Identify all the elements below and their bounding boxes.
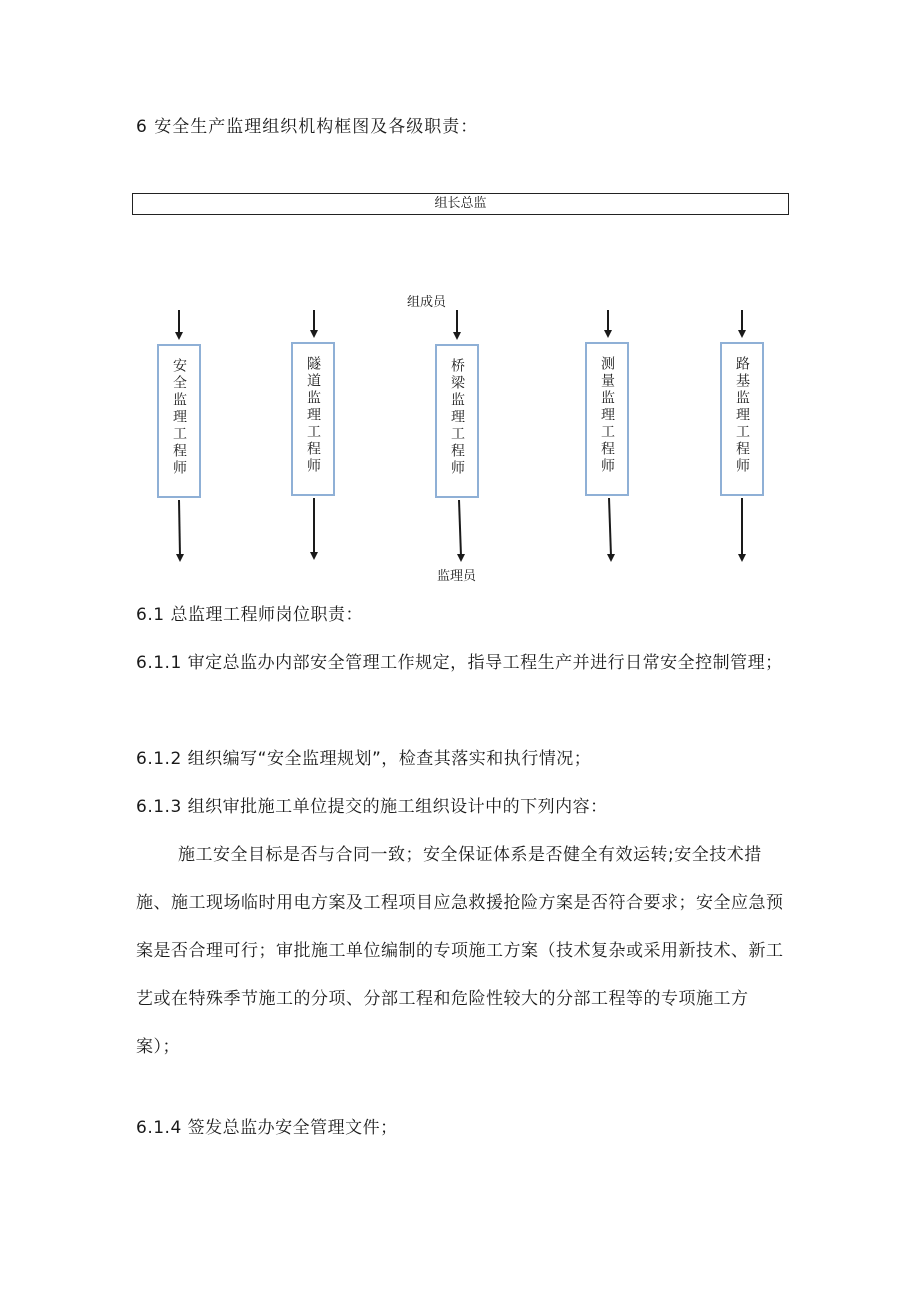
role-box-bridge bbox=[435, 344, 479, 498]
arrow-in-bridge bbox=[453, 310, 461, 340]
section-6-1-3: 6.1.3 组织审批施工单位提交的施工组织设计中的下列内容： bbox=[136, 797, 608, 817]
role-label-safety: 安全监理工程师 bbox=[171, 358, 187, 477]
arrow-out-safety bbox=[176, 500, 184, 562]
arrow-in-subgrade bbox=[738, 310, 746, 338]
arrow-out-subgrade bbox=[738, 498, 746, 562]
org-supervisors-label: 监理员 bbox=[437, 569, 477, 584]
role-label-subgrade: 路基监理工程师 bbox=[734, 356, 750, 475]
role-box-survey bbox=[585, 342, 629, 496]
section-6-1-2: 6.1.2 组织编写“安全监理规划”，检查其落实和执行情况； bbox=[136, 749, 592, 769]
role-box-safety bbox=[157, 344, 201, 498]
section-6-1: 6.1 总监理工程师岗位职责： bbox=[136, 605, 363, 625]
section-heading: 6 安全生产监理组织机构框图及各级职责： bbox=[136, 117, 479, 137]
arrow-in-safety bbox=[175, 310, 183, 340]
org-chart-arrows bbox=[0, 0, 920, 600]
section-6-1-3-detail: 施工安全目标是否与合同一致；安全保证体系是否健全有效运转;安全技术措施、施工现场临时用电方案及工程项目应急救援抢险方案是否符合要求；安全应急预案是否合理可行；审批施工单位编制的专项施工方案（技术复杂或采用新技术、新工艺或在特殊季节施工的分项、分部工程和危险性较大的分部工程等的专项施工方案）； bbox=[136, 845, 784, 1057]
section-6-1-4: 6.1.4 签发总监办安全管理文件； bbox=[136, 1118, 398, 1138]
role-box-subgrade bbox=[720, 342, 764, 496]
org-members-label: 组成员 bbox=[407, 295, 447, 310]
arrow-in-survey bbox=[604, 310, 612, 338]
role-label-tunnel: 隧道监理工程师 bbox=[305, 356, 321, 475]
role-label-survey: 测量监理工程师 bbox=[599, 356, 615, 475]
role-label-bridge: 桥梁监理工程师 bbox=[449, 358, 465, 477]
arrow-in-tunnel bbox=[310, 310, 318, 338]
section-6-1-1: 6.1.1 审定总监办内部安全管理工作规定，指导工程生产并进行日常安全控制管理； bbox=[136, 653, 783, 673]
arrow-out-survey bbox=[607, 498, 615, 562]
arrow-out-tunnel bbox=[310, 498, 318, 560]
arrow-out-bridge bbox=[457, 500, 465, 562]
role-box-tunnel bbox=[291, 342, 335, 496]
org-leader-label: 组长总监 bbox=[434, 196, 487, 211]
